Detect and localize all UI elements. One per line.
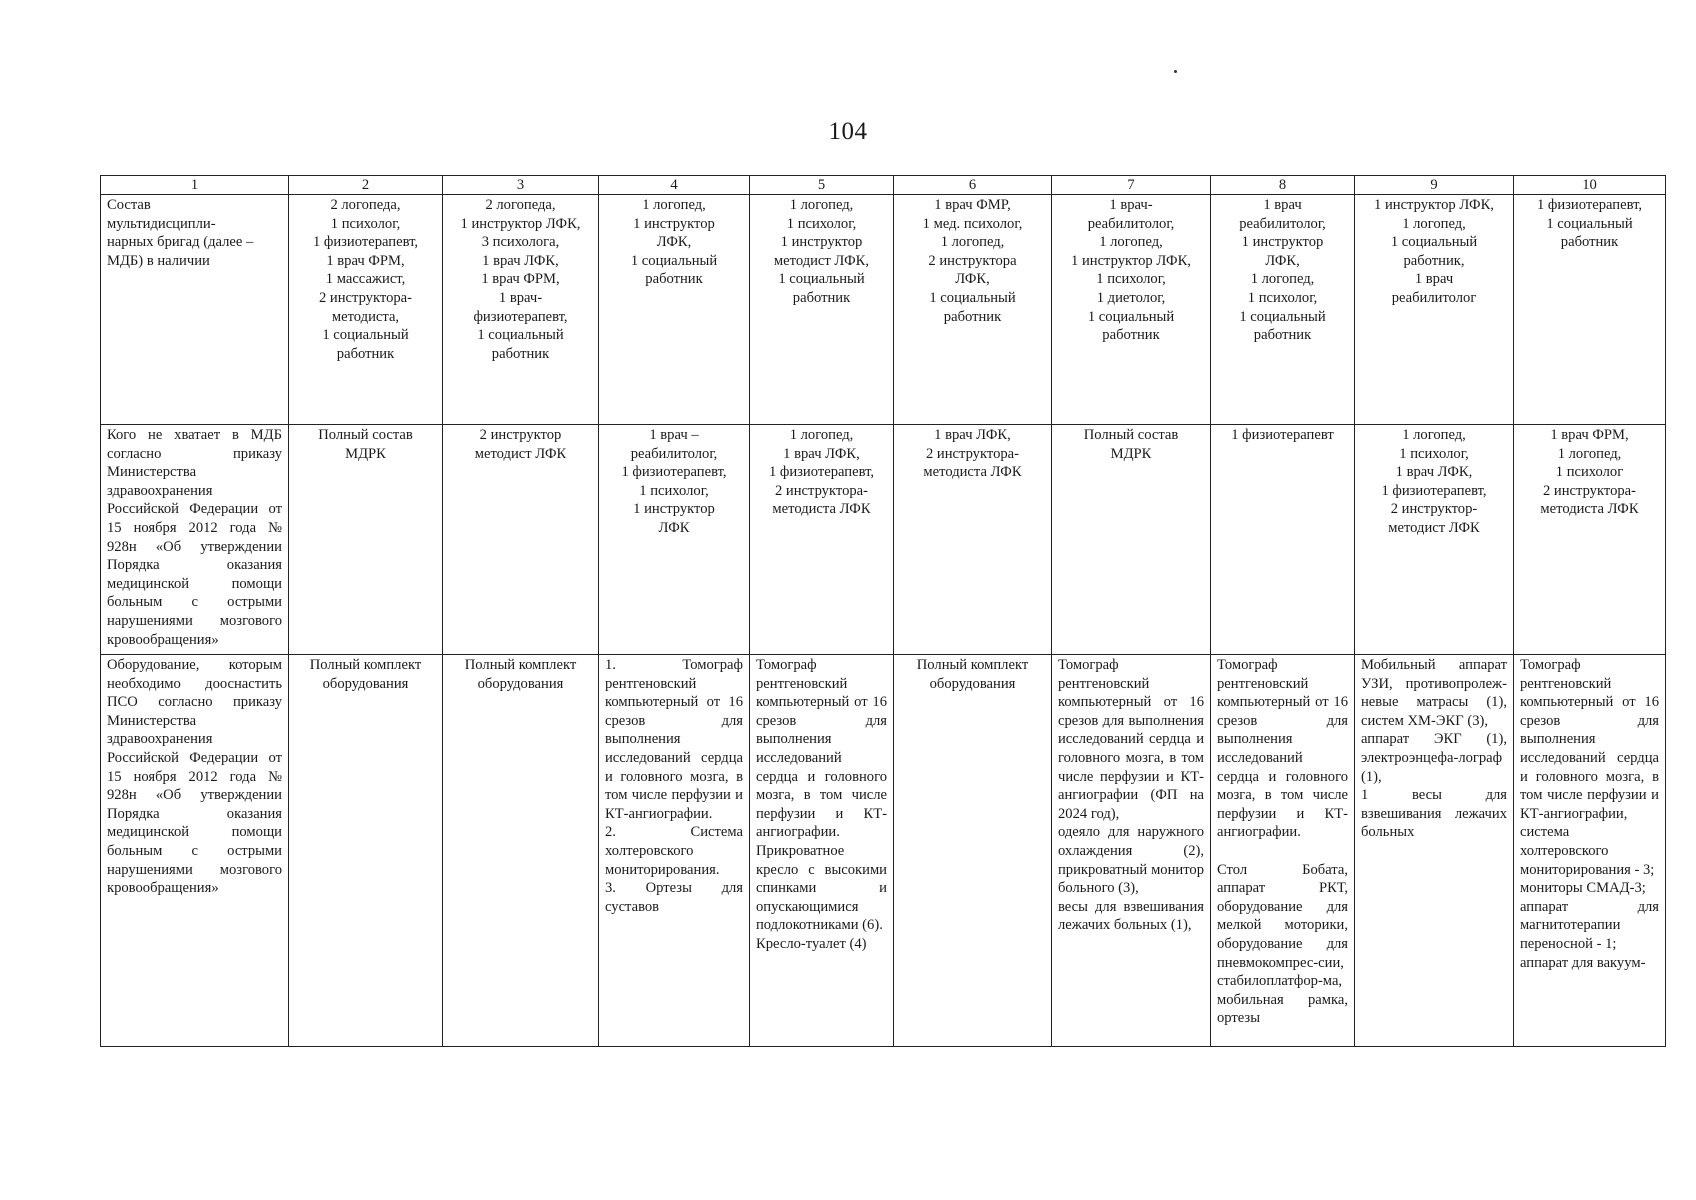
- table-cell: 1 врач ФРМ, 1 логопед, 1 психолог 2 инструктора- методиста ЛФК: [1514, 425, 1666, 655]
- row-label: Состав мультидисципли- нарных бригад (далее – МДБ) в наличии: [101, 195, 289, 425]
- table-cell: Томограф рентгеновский компьютерный от 16 срезов для выполнения исследований сердца и головного мозга, в том числе перфузии и КТ-ангиографии. Стол Бобата, аппарат РКТ, оборудование для мелкой моторики, оборудование для пневмокомпрес-сии, стабилоплатфор-ма, мобильная рамка, ортезы: [1211, 655, 1355, 1047]
- table-cell: Полный состав МДРК: [1052, 425, 1211, 655]
- table-cell: 1 логопед, 1 врач ЛФК, 1 физиотерапевт, 2 инструктора- методиста ЛФК: [750, 425, 894, 655]
- table-cell: Полный комплект оборудования: [443, 655, 599, 1047]
- stray-mark: [1174, 70, 1177, 73]
- table-cell: 1 инструктор ЛФК, 1 логопед, 1 социальный работник, 1 врач реабилитолог: [1355, 195, 1514, 425]
- table-cell: 1 логопед, 1 психолог, 1 врач ЛФК, 1 физиотерапевт, 2 инструктор- методист ЛФК: [1355, 425, 1514, 655]
- table-cell: Томограф рентгеновский компьютерный от 16 срезов для выполнения исследований сердца и головного мозга, в том числе перфузии и КТ-ангиографии, система холтеровского мониторирования - 3; мониторы СМАД-3; аппарат для магнитотерапии переносной - 1; аппарат для вакуум-: [1514, 655, 1666, 1047]
- column-number: 5: [750, 176, 894, 195]
- table-row-mdb-composition: [101, 195, 1666, 425]
- table-cell: 1 врач ЛФК, 2 инструктора- методиста ЛФК: [894, 425, 1052, 655]
- column-number: 9: [1355, 176, 1514, 195]
- row-label: Оборудование, которым необходимо дооснастить ПСО согласно приказу Министерства здравоохранения Российской Федерации от 15 ноября 2012 года № 928н «Об утверждении Порядка оказания медицинской помощи больным с острыми нарушениями мозгового кровообращения»: [101, 655, 289, 1047]
- column-number: 8: [1211, 176, 1355, 195]
- table-row-missing-staff: [101, 425, 1666, 655]
- table-cell: 1 врач – реабилитолог, 1 физиотерапевт, 1 психолог, 1 инструктор ЛФК: [599, 425, 750, 655]
- column-number: 4: [599, 176, 750, 195]
- column-number: 10: [1514, 176, 1666, 195]
- table-cell: 1 врач реабилитолог, 1 инструктор ЛФК, 1 логопед, 1 психолог, 1 социальный работник: [1211, 195, 1355, 425]
- table-cell: Мобильный аппарат УЗИ, противопролеж-невые матрасы (1), систем ХМ-ЭКГ (3), аппарат ЭКГ (1), электроэнцефа-лограф (1), 1 весы для взвешивания лежачих больных: [1355, 655, 1514, 1047]
- column-number: 3: [443, 176, 599, 195]
- table-cell: Томограф рентгеновский компьютерный от 16 срезов для выполнения исследований сердца и головного мозга, в том числе перфузии и КТ-ангиографии (ФП на 2024 год), одеяло для наружного охлаждения (2), прикроватный монитор больного (3), весы для взвешивания лежачих больных (1),: [1052, 655, 1211, 1047]
- column-number: 6: [894, 176, 1052, 195]
- table-cell: Полный комплект оборудования: [289, 655, 443, 1047]
- column-number-row: [101, 176, 1666, 195]
- table-cell: 1 логопед, 1 инструктор ЛФК, 1 социальный работник: [599, 195, 750, 425]
- column-number: 7: [1052, 176, 1211, 195]
- table-cell: Полный состав МДРК: [289, 425, 443, 655]
- table-cell: 1 врач- реабилитолог, 1 логопед, 1 инструктор ЛФК, 1 психолог, 1 диетолог, 1 социальный работник: [1052, 195, 1211, 425]
- table-cell: 2 инструктор методист ЛФК: [443, 425, 599, 655]
- table-cell: Полный комплект оборудования: [894, 655, 1052, 1047]
- page-number: 104: [828, 118, 868, 145]
- table-row-equipment: [101, 655, 1666, 1047]
- column-number: 1: [101, 176, 289, 195]
- table-cell: 2 логопеда, 1 инструктор ЛФК, 3 психолога, 1 врач ЛФК, 1 врач ФРМ, 1 врач- физиотерапевт, 1 социальный работник: [443, 195, 599, 425]
- table-cell: 2 логопеда, 1 психолог, 1 физиотерапевт, 1 врач ФРМ, 1 массажист, 2 инструктора- методиста, 1 социальный работник: [289, 195, 443, 425]
- table-cell: 1. Томограф рентгеновский компьютерный от 16 срезов для выполнения исследований сердца и головного мозга, в том числе перфузии и КТ-ангиографии. 2. Система холтеровского мониторирования. 3. Ортезы для суставов: [599, 655, 750, 1047]
- table-cell: 1 физиотерапевт: [1211, 425, 1355, 655]
- column-number: 2: [289, 176, 443, 195]
- table-cell: 1 врач ФМР, 1 мед. психолог, 1 логопед, 2 инструктора ЛФК, 1 социальный работник: [894, 195, 1052, 425]
- table-cell: 1 физиотерапевт, 1 социальный работник: [1514, 195, 1666, 425]
- row-label: Кого не хватает в МДБ согласно приказу Министерства здравоохранения Российской Федерации от 15 ноября 2012 года № 928н «Об утверждении Порядка оказания медицинской помощи больным с острыми нарушениями мозгового кровообращения»: [101, 425, 289, 655]
- table-cell: Томограф рентгеновский компьютерный от 16 срезов для выполнения исследований сердца и головного мозга, в том числе перфузии и КТ-ангиографии. Прикроватное кресло с высокими спинками и опускающимися подлокотниками (6). Кресло-туалет (4): [750, 655, 894, 1047]
- table-cell: 1 логопед, 1 психолог, 1 инструктор методист ЛФК, 1 социальный работник: [750, 195, 894, 425]
- mdb-table: [100, 175, 1666, 1047]
